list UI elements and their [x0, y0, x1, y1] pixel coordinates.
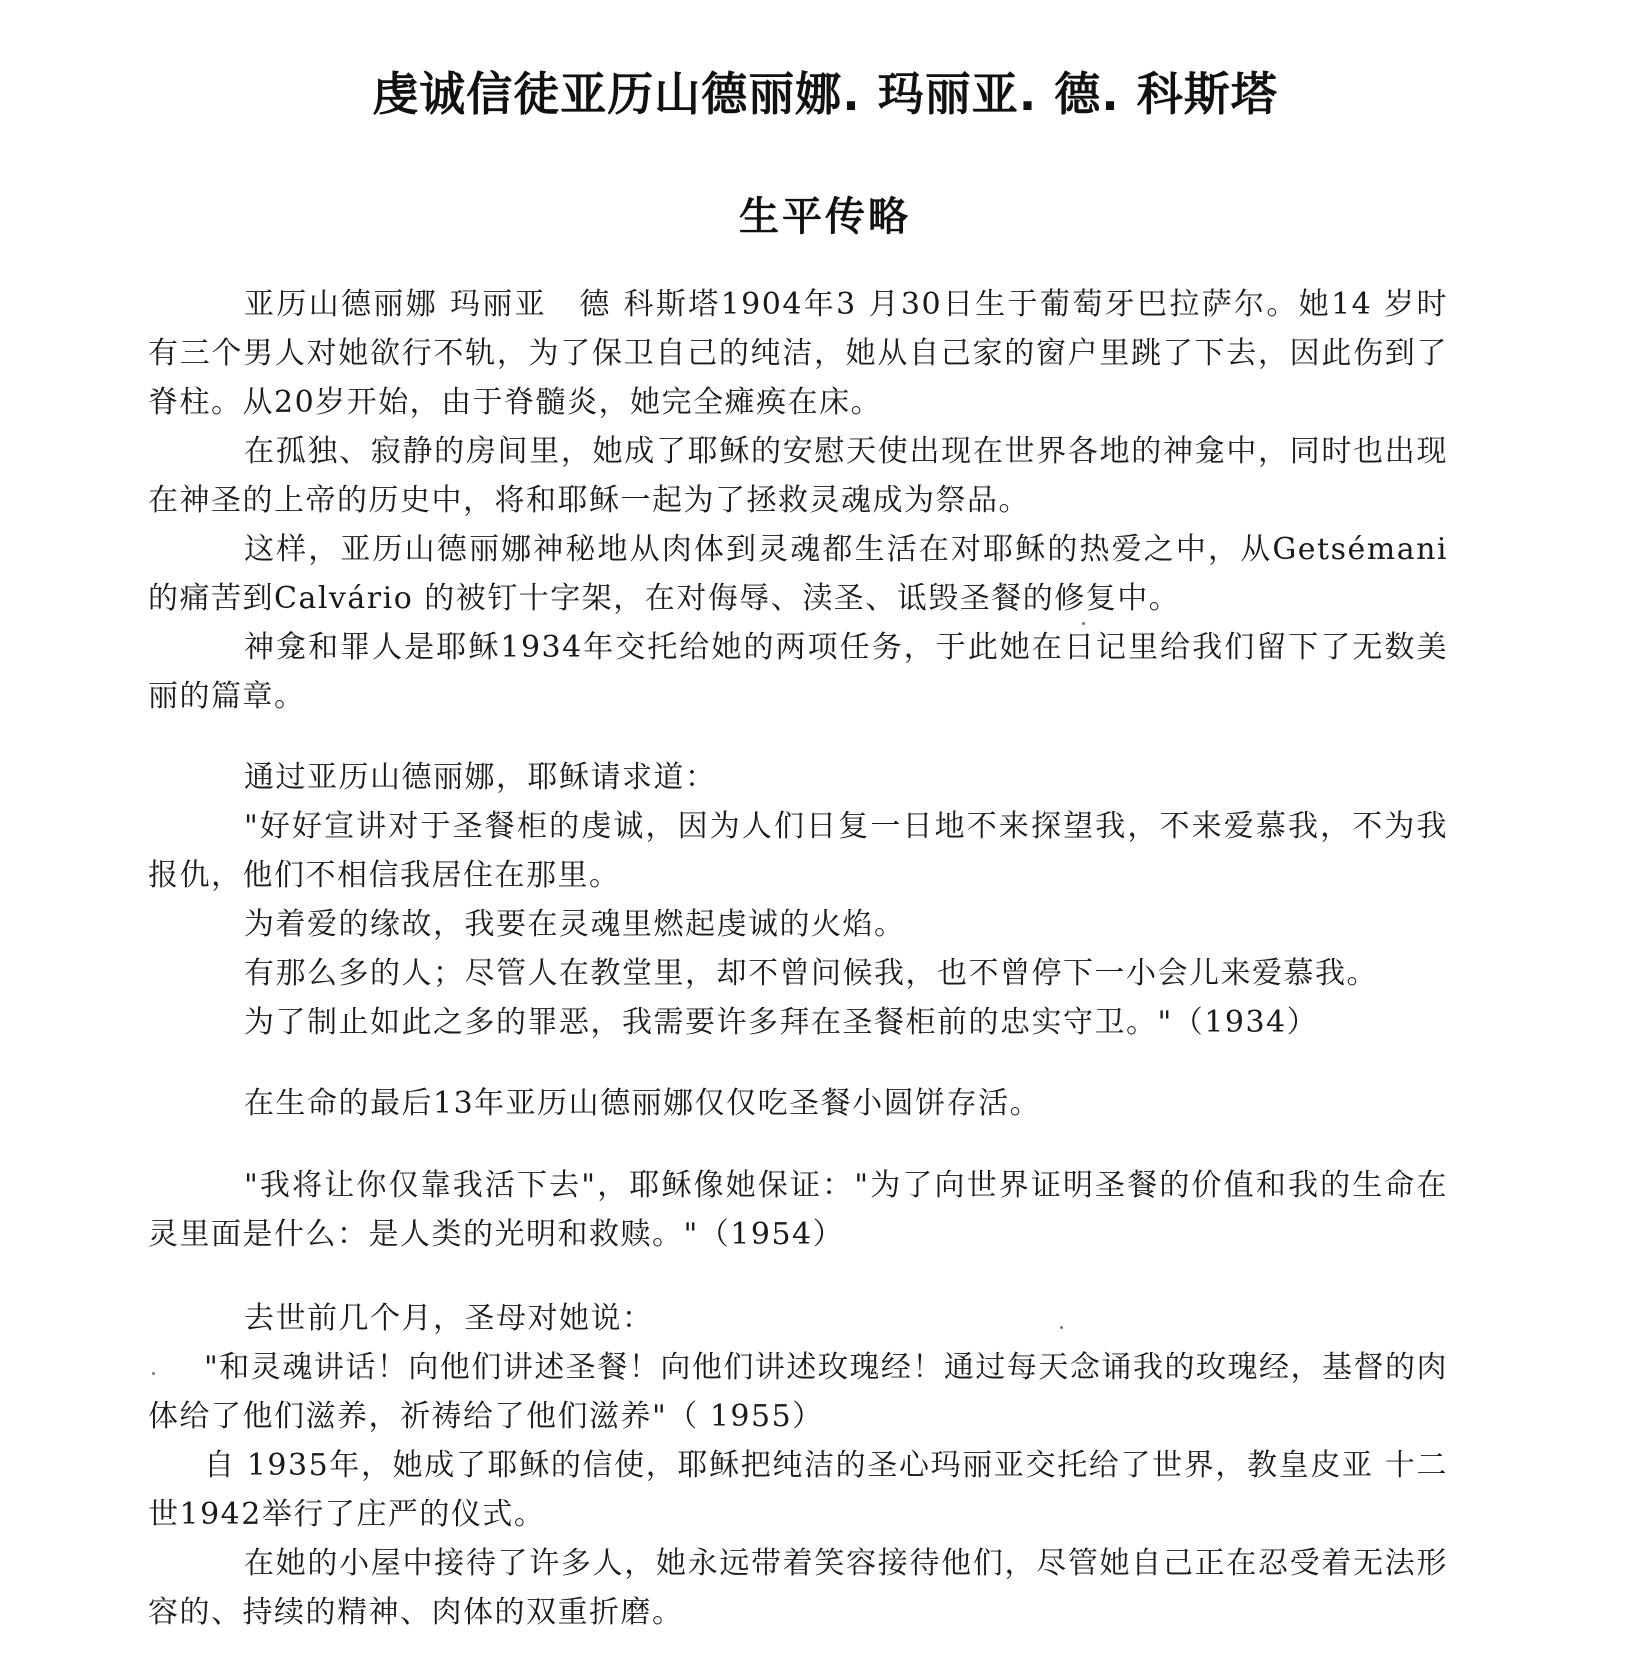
scan-speck	[1082, 622, 1085, 625]
paragraph-solitude: 在孤独、寂静的房间里，她成了耶稣的安慰天使出现在世界各地的神龛中，同时也出现在神圣的上帝的历史中，将和耶稣一起为了拯救灵魂成为祭品。	[148, 434, 1448, 518]
paragraph-quote-1955: "和灵魂讲话！向他们讲述圣餐！向他们讲述玫瑰经！通过每天念诵我的玫瑰经，基督的肉体给了他们滋养，祈祷给了他们滋养"（ 1955）	[148, 1350, 1448, 1434]
paragraph-quote-1954: "我将让你仅靠我活下去"，耶稣像她保证："为了向世界证明圣餐的价值和我的生命在灵里面是什么：是人类的光明和救赎。"（1954）	[148, 1168, 1448, 1252]
paragraph-quote-flame: 为着爱的缘故，我要在灵魂里燃起虔诚的火焰。	[244, 907, 906, 942]
paragraph-quote-church: 有那么多的人；尽管人在教堂里，却不曾问候我，也不曾停下一小会儿来爱慕我。	[244, 956, 1378, 991]
document-subtitle: 生平传略	[739, 194, 911, 240]
document-title: 虔诚信徒亚历山德丽娜. 玛丽亚. 德. 科斯塔	[372, 67, 1278, 121]
paragraph-jesus-request-intro: 通过亚历山德丽娜，耶稣请求道：	[244, 760, 717, 795]
paragraph-visitors: 在她的小屋中接待了许多人，她永远带着笑容接待他们，尽管她自己正在忍受着无法形容的、持续的精神、肉体的双重折磨。	[148, 1546, 1448, 1630]
scan-speck	[152, 1372, 155, 1375]
paragraph-messenger: 自 1935年，她成了耶稣的信使，耶稣把纯洁的圣心玛丽亚交托给了世界，教皇皮亚 十二世1942举行了庄严的仪式。	[148, 1448, 1448, 1532]
paragraph-mary-intro: 去世前几个月，圣母对她说：	[244, 1301, 654, 1336]
paragraph-mystic-life: 这样，亚历山德丽娜神秘地从肉体到灵魂都生活在对耶稣的热爱之中，从Getsémani的痛苦到Calvário 的被钉十字架，在对侮辱、渎圣、诋毁圣餐的修复中。	[148, 532, 1448, 616]
scan-speck	[1060, 1326, 1063, 1329]
paragraph-quote-tabernacle: "好好宣讲对于圣餐柜的虔诚，因为人们日复一日地不来探望我，不来爱慕我，不为我报仇，他们不相信我居住在那里。	[148, 809, 1448, 893]
paragraph-birth: 亚历山德丽娜 玛丽亚 德 科斯塔1904年3 月30日生于葡萄牙巴拉萨尔。她14 岁时有三个男人对她欲行不轨，为了保卫自己的纯洁，她从自己家的窗户里跳了下去，因此伤到了脊柱。从20岁开始，由于脊髓炎，她完全瘫痪在床。	[148, 287, 1448, 420]
paragraph-tasks: 神龛和罪人是耶稣1934年交托给她的两项任务，于此她在日记里给我们留下了无数美丽的篇章。	[148, 630, 1448, 714]
document-body	[148, 280, 1448, 1637]
paragraph-last-years: 在生命的最后13年亚历山德丽娜仅仅吃圣餐小圆饼存活。	[244, 1086, 1042, 1121]
paragraph-quote-guards: 为了制止如此之多的罪恶，我需要许多拜在圣餐柜前的忠实守卫。"（1934）	[244, 1005, 1319, 1040]
